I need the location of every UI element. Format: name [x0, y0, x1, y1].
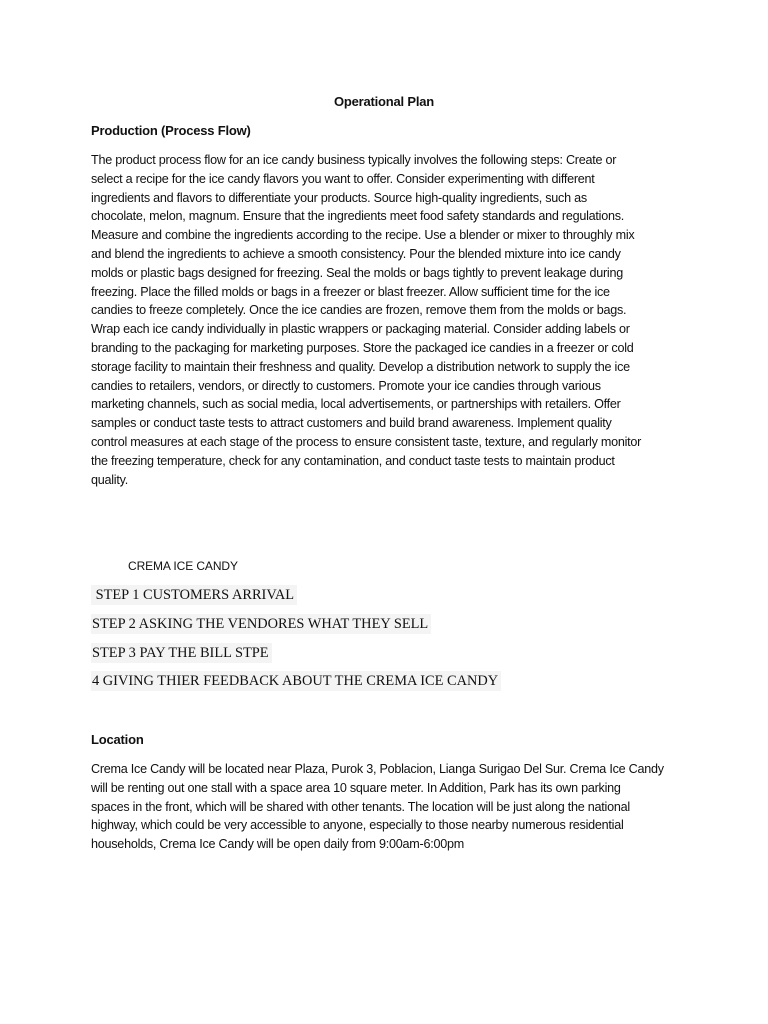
- paragraph-line: storage facility to maintain their freshness and quality. Develop a distribution network to supply the ice: [91, 359, 630, 374]
- paragraph-line: freezing. Place the filled molds or bags in a freezer or blast freezer. Allow sufficient time for the ice: [91, 284, 610, 299]
- paragraph-line: Wrap each ice candy individually in plastic wrappers or packaging material. Consider adding labels or: [91, 322, 630, 337]
- paragraph-line: The product process flow for an ice candy business typically involves the following steps: Create or: [91, 153, 617, 167]
- paragraph-line: and blend the ingredients to achieve a smooth consistency. Pour the blended mixture into ice candy: [91, 246, 621, 261]
- paragraph-line: Crema Ice Candy will be located near Plaza, Purok 3, Poblacion, Lianga Surigao Del Sur. Crema Ice Candy: [91, 762, 664, 776]
- step-2: STEP 2 ASKING THE VENDORES WHAT THEY SELL: [91, 614, 431, 634]
- location-heading: Location: [91, 732, 144, 747]
- step-1: STEP 1 CUSTOMERS ARRIVAL: [91, 585, 297, 605]
- paragraph-line: candies to freeze completely. Once the ice candies are frozen, remove them from the molds or bags.: [91, 303, 627, 318]
- paragraph-line: quality.: [91, 472, 128, 487]
- paragraph-line: highway, which could be very accessible to anyone, especially to those nearby numerous residential: [91, 818, 624, 833]
- paragraph-line: households, Crema Ice Candy will be open daily from 9:00am-6:00pm: [91, 837, 464, 852]
- location-paragraph: [91, 760, 681, 854]
- document-title: Operational Plan: [333, 94, 435, 109]
- paragraph-line: candies to retailers, vendors, or directly to customers. Promote your ice candies through various: [91, 378, 601, 393]
- step-3: STEP 3 PAY THE BILL STPE: [91, 643, 272, 663]
- paragraph-line: spaces in the front, which will be shared with other tenants. The location will be just along the national: [91, 799, 630, 814]
- production-heading: Production (Process Flow): [91, 123, 251, 138]
- paragraph-line: marketing channels, such as social media, local advertisements, or partnerships with retailers. Offer: [91, 397, 621, 412]
- paragraph-line: chocolate, melon, magnum. Ensure that the ingredients meet food safety standards and regulations.: [91, 209, 625, 224]
- paragraph-line: select a recipe for the ice candy flavors you want to offer. Consider experimenting with different: [91, 171, 595, 186]
- production-paragraph: [91, 151, 681, 489]
- paragraph-line: samples or conduct taste tests to attract customers and build brand awareness. Implement quality: [91, 416, 612, 431]
- crema-ice-candy-label: CREMA ICE CANDY: [128, 559, 238, 573]
- paragraph-line: control measures at each stage of the process to ensure consistent taste, texture, and regularly monitor: [91, 434, 642, 449]
- paragraph-line: the freezing temperature, check for any contamination, and conduct taste tests to maintain product: [91, 453, 615, 468]
- step-4: 4 GIVING THIER FEEDBACK ABOUT THE CREMA ICE CANDY: [91, 671, 501, 691]
- paragraph-line: molds or plastic bags designed for freezing. Seal the molds or bags tightly to prevent leakage during: [91, 265, 623, 280]
- paragraph-line: Measure and combine the ingredients according to the recipe. Use a blender or mixer to throughly mix: [91, 228, 635, 243]
- paragraph-line: branding to the packaging for marketing purposes. Store the packaged ice candies in a freezer or cold: [91, 340, 634, 355]
- paragraph-line: ingredients and flavors to differentiate your products. Source high-quality ingredients, such as: [91, 190, 587, 205]
- paragraph-line: will be renting out one stall with a space area 10 square meter. In Addition, Park has its own parking: [91, 780, 621, 795]
